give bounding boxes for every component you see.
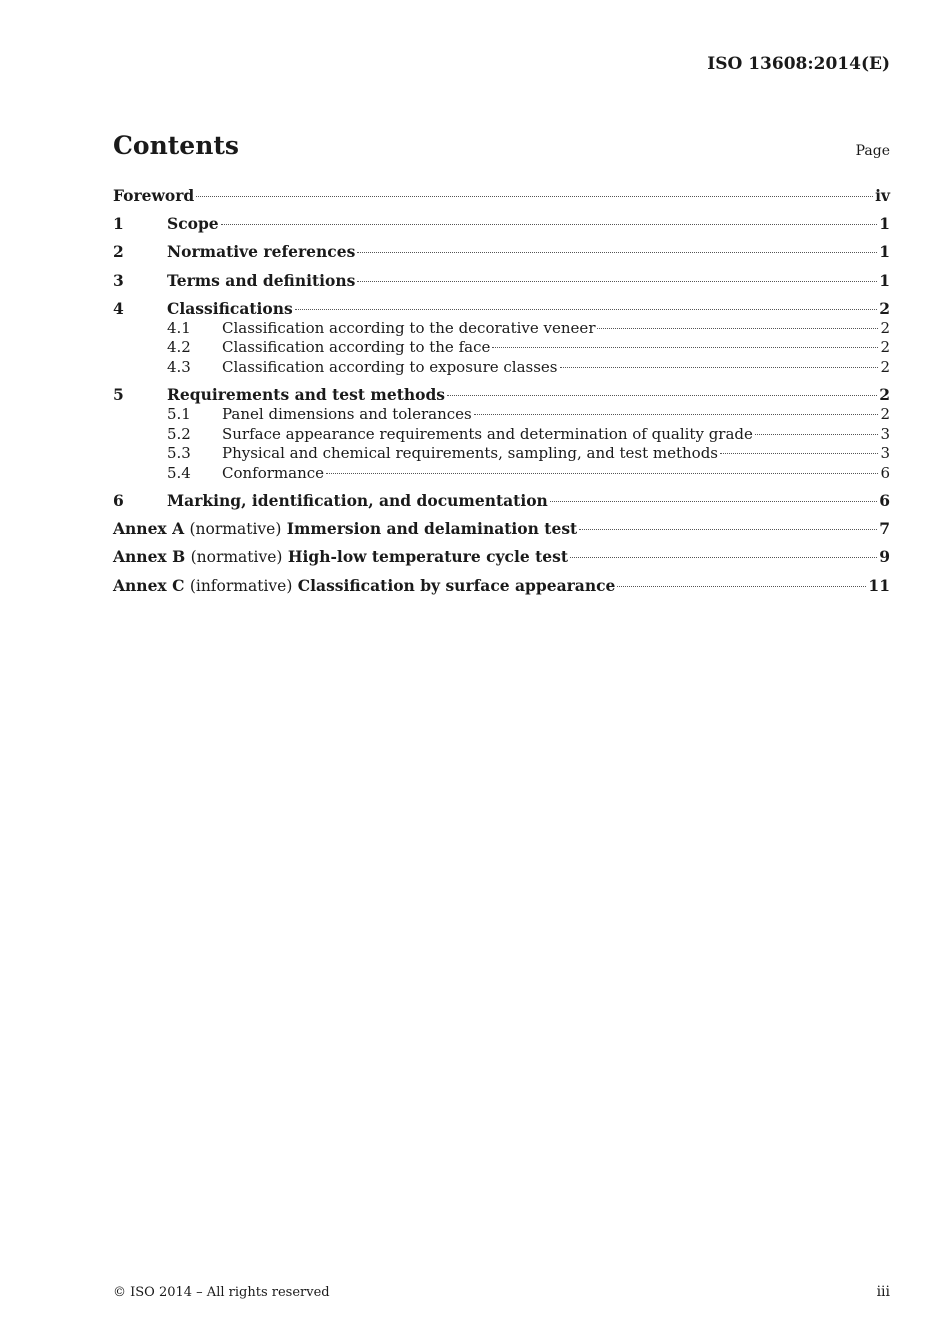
toc-entry-number: 4: [113, 298, 124, 318]
toc-entry-page: 3: [880, 444, 890, 463]
annex-kind: (normative): [189, 520, 282, 539]
toc-entry-page: iv: [875, 186, 890, 205]
dot-leader: [492, 347, 878, 348]
toc-entry-title: [113, 547, 568, 567]
dot-leader: [597, 328, 878, 329]
dot-leader: [221, 224, 878, 225]
annex-title: Immersion and delamination test: [286, 519, 578, 539]
dot-leader: [196, 196, 873, 197]
toc-entry-number: 4.2: [167, 338, 191, 357]
toc-entry-title: [113, 576, 615, 596]
toc-entry-section-5-3[interactable]: [113, 444, 890, 463]
toc-entry-section-4-1[interactable]: [113, 319, 890, 338]
annex-kind: (informative): [189, 576, 293, 595]
toc-entry-page: 2: [880, 338, 890, 357]
dot-leader: [550, 501, 877, 502]
toc-entry-number: 5: [113, 385, 124, 405]
toc-entry-annex-c[interactable]: [113, 576, 890, 604]
toc-entry-page: 7: [879, 519, 890, 539]
copyright-notice: © ISO 2014 – All rights reserved: [113, 1285, 330, 1300]
toc-entry-title: Panel dimensions and tolerances: [222, 405, 472, 424]
annex-label: Annex C: [113, 575, 185, 595]
toc-entry-page: 2: [880, 357, 890, 376]
toc-entry-title: Classification according to the decorative veneer: [222, 318, 596, 337]
toc-entry-page: 3: [880, 424, 890, 443]
toc-entry-number: 4.1: [167, 318, 191, 337]
toc-entry-title: Normative references: [167, 242, 356, 262]
toc-entry-page: 6: [879, 491, 890, 511]
table-of-contents: [113, 186, 890, 604]
toc-entry-page: 2: [880, 318, 890, 337]
dot-leader: [579, 529, 877, 530]
annex-title: High-low temperature cycle test: [287, 547, 569, 567]
toc-entry-number: 5.4: [167, 463, 191, 482]
toc-entry-annex-a[interactable]: [113, 519, 890, 547]
toc-entry-page: 11: [868, 575, 890, 595]
toc-entry-title: Classifications: [167, 298, 293, 318]
toc-entry-number: 4.3: [167, 357, 191, 376]
dot-leader: [570, 557, 877, 558]
toc-entry-number: 6: [113, 491, 124, 511]
annex-title: Classification by surface appearance: [297, 575, 616, 595]
dot-leader: [755, 434, 879, 435]
toc-entry-number: 1: [113, 214, 124, 234]
dot-leader: [474, 414, 879, 415]
toc-entry-number: 5.3: [167, 444, 191, 463]
annex-label: Annex A: [113, 519, 185, 539]
toc-entry-section-4-3[interactable]: [113, 358, 890, 386]
dot-leader: [720, 453, 878, 454]
toc-entry-annex-b[interactable]: [113, 547, 890, 575]
toc-entry-page: 2: [879, 385, 890, 405]
toc-entry-foreword[interactable]: [113, 186, 890, 214]
page-number: iii: [876, 1284, 890, 1300]
toc-entry-title: Classification according to the face: [222, 338, 491, 357]
toc-entry-page: 1: [879, 214, 890, 234]
dot-leader: [617, 586, 866, 587]
toc-entry-title: [113, 519, 577, 539]
toc-entry-section-3[interactable]: [113, 271, 890, 299]
dot-leader: [447, 395, 877, 396]
toc-entry-number: 2: [113, 242, 124, 262]
document-identifier: ISO 13608:2014(E): [707, 54, 890, 74]
toc-entry-section-5-4[interactable]: [113, 464, 890, 492]
toc-entry-page: 9: [879, 547, 890, 567]
toc-entry-section-4-2[interactable]: [113, 338, 890, 357]
toc-entry-title: Classification according to exposure classes: [222, 357, 558, 376]
toc-entry-title: Foreword: [113, 186, 195, 205]
page-column-label: Page: [855, 143, 890, 159]
annex-label: Annex B: [113, 547, 186, 567]
toc-entry-title: Scope: [167, 214, 219, 234]
toc-entry-section-5[interactable]: [113, 385, 890, 405]
toc-entry-title: Marking, identification, and documentation: [167, 491, 548, 511]
toc-entry-page: 1: [879, 242, 890, 262]
toc-entry-title: Physical and chemical requirements, sampling, and test methods: [222, 444, 719, 463]
toc-entry-section-6[interactable]: [113, 491, 890, 519]
toc-entry-page: 2: [880, 405, 890, 424]
toc-entry-section-5-2[interactable]: [113, 425, 890, 444]
toc-entry-number: 5.1: [167, 405, 191, 424]
toc-entry-title: Requirements and test methods: [167, 385, 446, 405]
toc-entry-section-5-1[interactable]: [113, 405, 890, 424]
toc-entry-section-2[interactable]: [113, 242, 890, 270]
annex-kind: (normative): [190, 548, 283, 567]
contents-heading: Contents: [113, 131, 240, 160]
toc-entry-title: Conformance: [222, 463, 325, 482]
dot-leader: [560, 367, 879, 368]
dot-leader: [295, 309, 877, 310]
dot-leader: [326, 473, 878, 474]
toc-entry-page: 6: [880, 463, 890, 482]
dot-leader: [357, 252, 877, 253]
toc-entry-section-1[interactable]: [113, 214, 890, 242]
toc-entry-section-4[interactable]: [113, 299, 890, 319]
toc-entry-number: 3: [113, 270, 124, 290]
toc-entry-page: 1: [879, 270, 890, 290]
toc-entry-number: 5.2: [167, 424, 191, 443]
toc-entry-page: 2: [879, 298, 890, 318]
toc-entry-title: Terms and definitions: [167, 270, 356, 290]
toc-entry-title: Surface appearance requirements and determination of quality grade: [222, 424, 753, 443]
dot-leader: [357, 281, 877, 282]
